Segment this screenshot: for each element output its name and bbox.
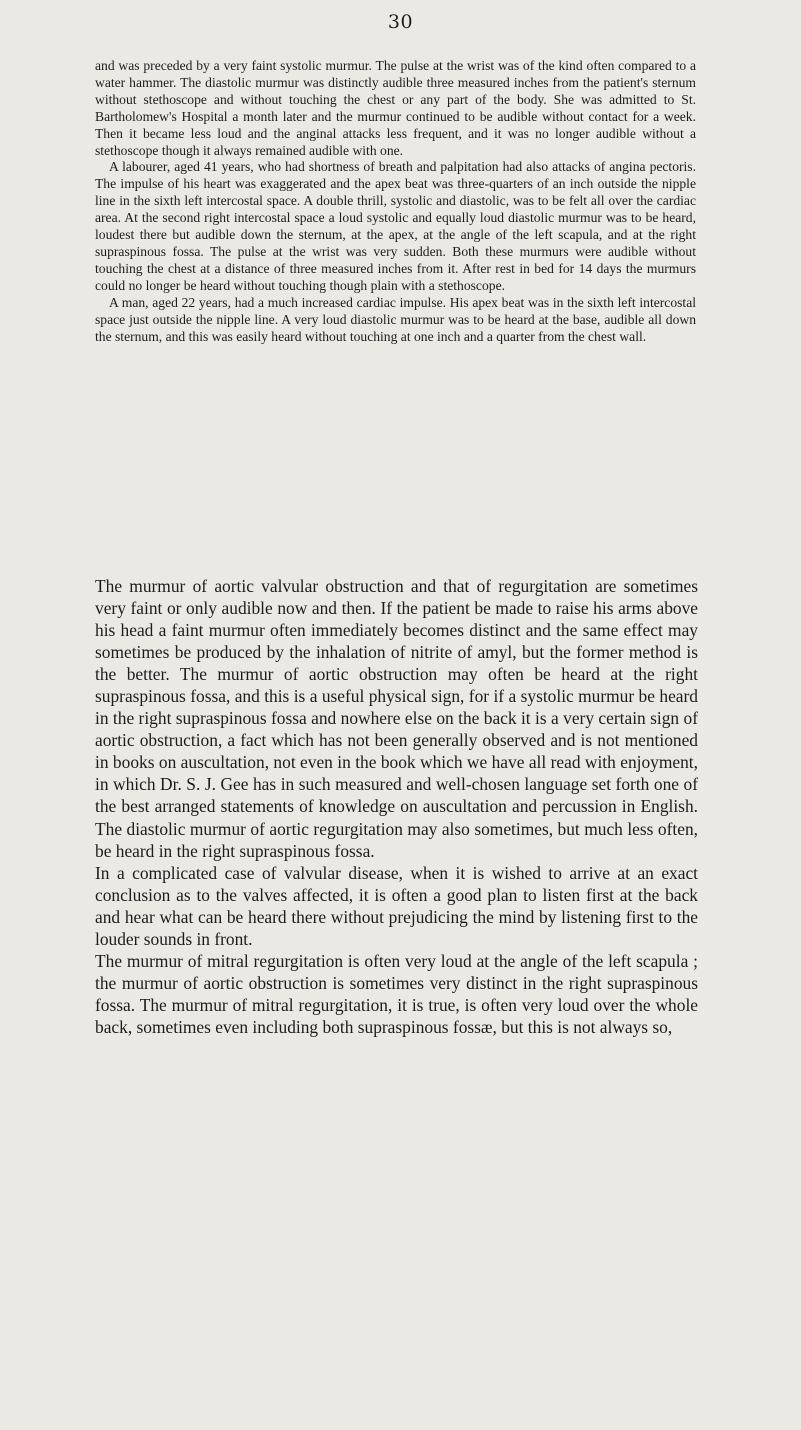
main-text-block	[95, 575, 698, 1038]
case-reports-block	[95, 58, 696, 345]
body-paragraph: In a complicated case of valvular disease, when it is wished to arrive at an exact conclusion as to the valves affected, it is often a good plan to listen first at the back and hear what can be heard there without prejudicing the mind by listening first to the louder sounds in front.	[95, 862, 698, 949]
case-paragraph: A labourer, aged 41 years, who had shortness of breath and palpitation had also attacks of angina pectoris. The impulse of his heart was exaggerated and the apex beat was three-quarters of an inch outside the nipple line in the sixth left intercostal space. A double thrill, systolic and diastolic, was to be felt all over the cardiac area. At the second right intercostal space a loud systolic and equally loud diastolic murmur was to be heard, loudest there but audible down the sternum, at the apex, at the angle of the left scapula, and at the right supraspinous fossa. The pulse at the wrist was very sudden. Both these murmurs were audible without touching the chest at a distance of three measured inches from it. After rest in bed for 14 days the murmurs could no longer be heard without touching though plain with a stethoscope.	[95, 159, 696, 293]
page-number: 30	[387, 11, 414, 33]
body-paragraph: The murmur of aortic valvular obstruction and that of regurgitation are sometimes very faint or only audible now and then. If the patient be made to raise his arms above his head a faint murmur often immediately becomes distinct and the same effect may sometimes be produced by the inhalation of nitrite of amyl, but the former method is the better. The murmur of aortic obstruction may often be heard at the right supraspinous fossa, and this is a useful physical sign, for if a systolic murmur be heard in the right supraspinous fossa and nowhere else on the back it is a very certain sign of aortic obstruction, a fact which has not been generally observed and is not mentioned in books on auscultation, not even in the book which we have all read with enjoyment, in which Dr. S. J. Gee has in such measured and well-chosen language set forth one of the best arranged statements of knowledge on auscultation and percussion in English. The diastolic murmur of aortic regurgitation may also sometimes, but much less often, be heard in the right supraspinous fossa.	[95, 576, 698, 861]
case-paragraph: A man, aged 22 years, had a much increased cardiac impulse. His apex beat was in the sixth left intercostal space just outside the nipple line. A very loud diastolic murmur was to be heard at the base, audible all down the sternum, and this was easily heard without touching at one inch and a quarter from the chest wall.	[95, 294, 696, 344]
body-paragraph: The murmur of mitral regurgitation is often very loud at the angle of the left scapula ; the murmur of aortic obstruction is sometimes very distinct in the right supraspinous fossa. The murmur of mitral regurgitation, it is true, is often very loud over the whole back, sometimes even including both supraspinous fossæ, but this is not always so,	[95, 950, 698, 1037]
case-paragraph: and was preceded by a very faint systolic murmur. The pulse at the wrist was of the kind often compared to a water hammer. The diastolic murmur was distinctly audible three measured inches from the patient's sternum without stethoscope and without touching the chest or any part of the body. She was admitted to St. Bartholomew's Hospital a month later and the murmur continued to be audible without contact for a week. Then it became less loud and the anginal attacks less frequent, and it was no longer audible without a stethoscope though it always remained audible with one.	[95, 58, 696, 158]
